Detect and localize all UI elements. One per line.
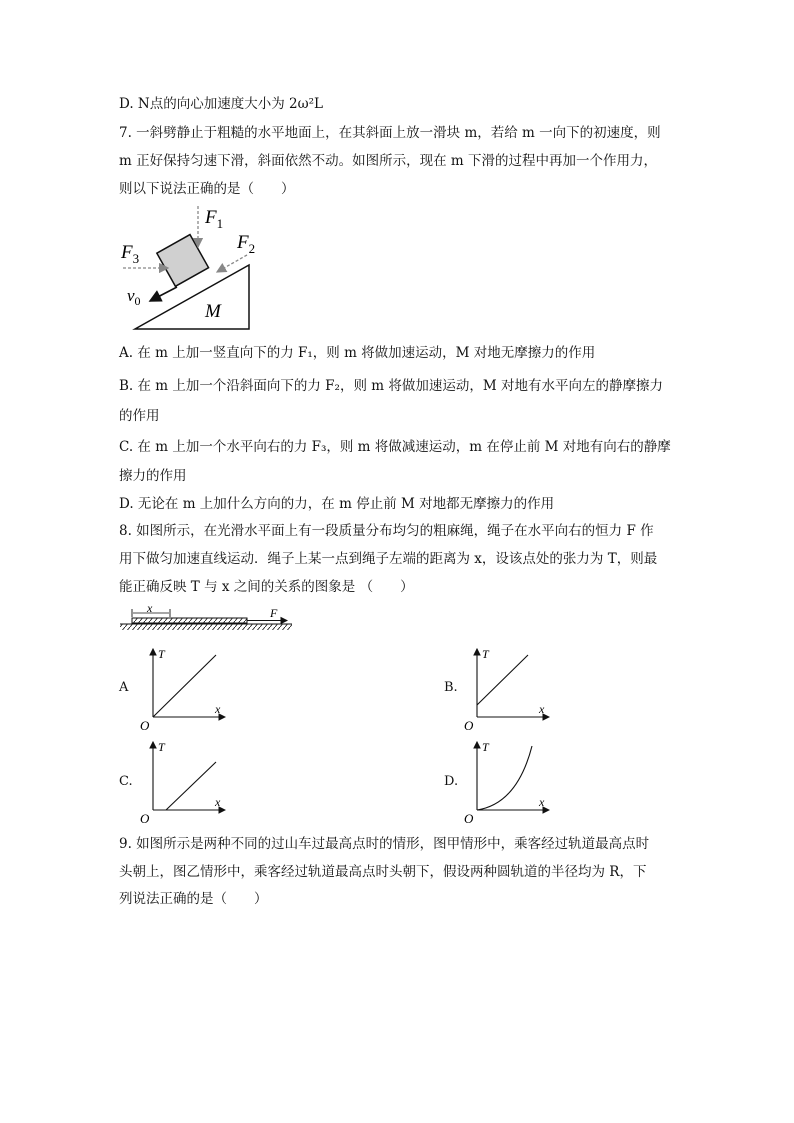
graph-b-curve — [477, 655, 528, 705]
rope — [132, 618, 247, 623]
q8-stem-line-3: 能正确反映 T 与 x 之间的关系的图象是 （ ） — [119, 579, 414, 595]
graph-a-origin: O — [140, 718, 150, 733]
graph-c-y-axis: T — [158, 740, 165, 754]
graph-d — [462, 734, 554, 826]
graph-a-option: A — [119, 680, 129, 695]
graph-a — [138, 641, 230, 733]
big-m-label: M — [205, 301, 221, 322]
q7-option-a: A. 在 m 上加一竖直向下的力 F₁，则 m 将做加速运动，M 对地无摩擦力的作用 — [119, 345, 596, 361]
graph-b-y-axis: T — [482, 647, 489, 661]
q9-stem-line-1: 9. 如图所示是两种不同的过山车过最高点时的情形，图甲情形中，乘客经过轨道最高点时 — [119, 836, 650, 852]
graph-a-curve — [153, 655, 216, 717]
q7-incline-figure — [115, 203, 275, 333]
v0-arrow — [150, 287, 177, 301]
graph-a-x-axis: x — [215, 702, 221, 716]
graph-d-y-axis: T — [482, 740, 489, 754]
q7-option-c-line-2: 擦力的作用 — [119, 468, 187, 484]
f1-label: $F_1$ — [205, 207, 224, 231]
q6-option-d: D. N点的向心加速度大小为 2ω²L — [119, 96, 324, 112]
graph-b-origin: O — [464, 718, 474, 733]
graph-d-option: D. — [444, 774, 459, 789]
block-m — [157, 235, 209, 287]
q9-stem-line-3: 列说法正确的是（ ） — [119, 891, 268, 907]
q8-stem-line-2: 用下做匀加速直线运动．绳子上某一点到绳子左端的距离为 x，设该点处的张力为 T，则最 — [119, 551, 658, 567]
graph-d-origin: O — [464, 811, 474, 826]
graph-c-curve — [166, 762, 216, 810]
graph-c-origin: O — [140, 811, 150, 826]
v0-label: $v_0$ — [127, 286, 141, 308]
q8-rope-figure — [120, 603, 295, 633]
ground-hatch — [120, 624, 292, 630]
graph-a-y-axis: T — [158, 647, 165, 661]
rope-f-label: F — [270, 606, 278, 620]
graph-d-x-axis: x — [539, 795, 545, 809]
q9-stem-line-2: 头朝上，图乙情形中，乘客经过轨道最高点时头朝下，假设两种圆轨道的半径均为 R，下 — [119, 864, 647, 880]
f2-label: $F_2$ — [237, 232, 256, 256]
q7-stem-line-1: 7. 一斜劈静止于粗糙的水平地面上，在其斜面上放一滑块 m，若给 m 一向下的初速度，则 — [119, 125, 661, 141]
graph-b — [462, 641, 554, 733]
graph-c-option: C. — [119, 774, 133, 789]
graph-d-curve — [477, 746, 532, 810]
graph-c-x-axis: x — [215, 795, 221, 809]
graph-b-option: B. — [444, 680, 458, 695]
f3-label: $F_3$ — [121, 242, 140, 266]
graph-b-x-axis: x — [539, 702, 545, 716]
q7-stem-line-3: 则以下说法正确的是（ ） — [119, 181, 295, 197]
q7-option-c-line-1: C. 在 m 上加一个水平向右的力 F₃，则 m 将做减速运动，m 在停止前 M 对地有向右的静摩 — [119, 439, 671, 455]
q7-option-d: D. 无论在 m 上加什么方向的力，在 m 停止前 M 对地都无摩擦力的作用 — [119, 496, 555, 512]
rope-x-label: x — [147, 603, 153, 615]
graph-c — [138, 734, 230, 826]
q7-option-b-line-2: 的作用 — [119, 408, 160, 424]
q7-stem-line-2: m 正好保持匀速下滑，斜面依然不动。如图所示，现在 m 下滑的过程中再加一个作用力， — [119, 153, 657, 169]
q7-option-b-line-1: B. 在 m 上加一个沿斜面向下的力 F₂，则 m 将做加速运动，M 对地有水平向左的静摩擦力 — [119, 378, 663, 394]
q8-stem-line-1: 8. 如图所示，在光滑水平面上有一段质量分布均匀的粗麻绳，绳子在水平向右的恒力 F 作 — [119, 523, 654, 539]
